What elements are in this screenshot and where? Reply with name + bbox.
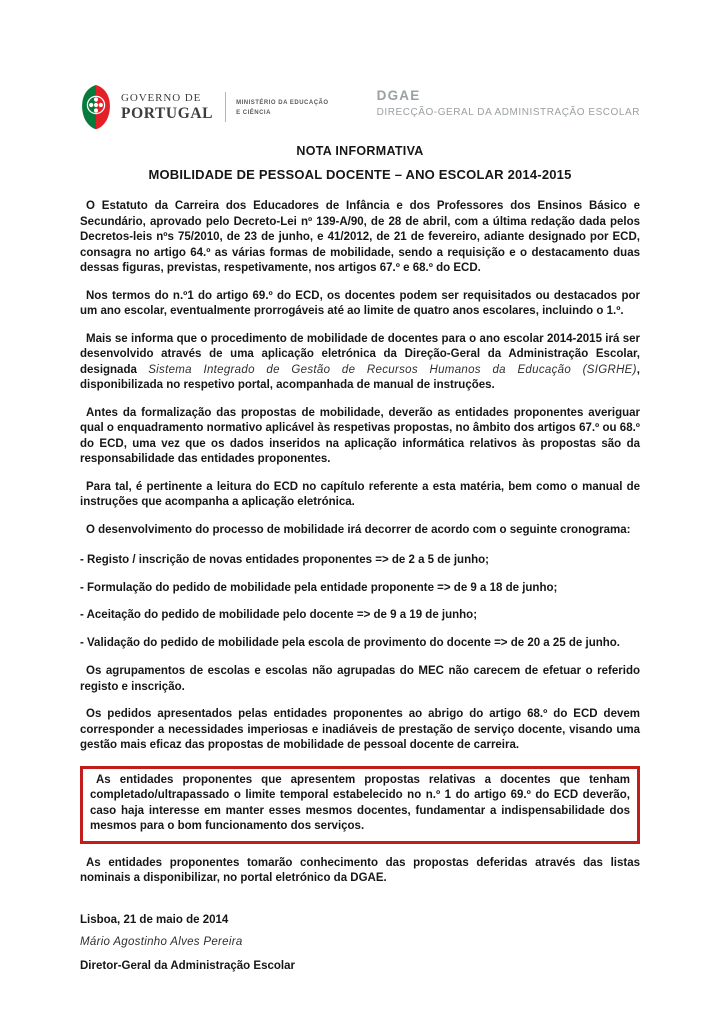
page-header	[80, 84, 640, 130]
ministry-line2: E CIÊNCIA	[236, 110, 271, 116]
paragraph-article-68-requests: Os pedidos apresentados pelas entidades proponentes ao abrigo do artigo 68.º do ECD devem corresponder a necessidades imperiosas e inadiáveis de prestação de serviço docente, visando uma gestão mais eficaz das propostas de mobilidade de pessoal docente de carreira.	[80, 708, 640, 751]
paragraph-ecd-statute: O Estatuto da Carreira dos Educadores de Infância e dos Professores dos Ensinos Básico e Secundário, aprovado pelo Decreto-Lei nº 139-A/90, de 28 de abril, com a última redação dada pelos Decretos-leis nºs 75/2010, de 23 de junho, e 41/2012, de 21 de fevereiro, adiante designado por ECD, consagra no artigo 64.º as várias formas de mobilidade, sendo a requisição e o destacamento duas dessas figuras, previstas, respetivamente, nos artigos 67.º e 68.º do ECD.	[80, 200, 640, 274]
schedule-item-request-formulation: - Formulação do pedido de mobilidade pela entidade proponente => de 9 a 18 de junho;	[80, 581, 558, 594]
paragraph-schedule-intro: O desenvolvimento do processo de mobilidade irá decorrer de acordo com o seguinte cronograma:	[86, 523, 631, 536]
government-wordmark	[121, 93, 213, 122]
paragraph-sigrhe-application	[80, 332, 640, 394]
document-subtitle: MOBILIDADE DE PESSOAL DOCENTE – ANO ESCOLAR 2014-2015	[148, 167, 572, 182]
paragraph-deferred-proposals-lists: As entidades proponentes tomarão conhecimento das propostas deferidas através das listas nominais a disponibilizar, no portal eletrónico da DGAE.	[80, 856, 640, 884]
government-logo-block	[80, 84, 329, 130]
highlighted-notice-box	[80, 766, 640, 844]
schedule-item-teacher-acceptance: - Aceitação do pedido de mobilidade pelo docente => de 9 a 19 de junho;	[80, 609, 478, 621]
paragraph-article-69-terms: Nos termos do n.º1 do artigo 69.º do ECD, os docentes podem ser requisitados ou destacados por um ano escolar, eventualmente prorrogáveis até ao limite de quatro anos escolares, incluindo o 1.º.	[80, 289, 640, 317]
wordmark-line2: PORTUGAL	[121, 104, 214, 122]
paragraph-highlighted-temporal-limit: As entidades proponentes que apresentem propostas relativas a docentes que tenham completado/ultrapassado o limite temporal estabelecido no n.º 1 do artigo 69.º do ECD deverão, caso haja interesse em manter esses mesmos docentes, fundamentar a indispensabilidade dos mesmos para o bom funcionamento dos serviços.	[90, 773, 630, 832]
wordmark-line1: GOVERNO DE	[121, 91, 202, 104]
paragraph-sigrhe-before: Mais se informa que o procedimento de mobilidade de docentes para o ano escolar 2014-2015 irá ser desenvolvido através de uma aplicação eletrónica da Direção-Geral da Administração Escolar, designada	[80, 332, 640, 376]
document-title: NOTA INFORMATIVA	[296, 144, 424, 158]
schedule-item-school-validation: - Validação do pedido de mobilidade pela escola de provimento do docente => de 20 a 25 de junho.	[80, 636, 620, 649]
sigrhe-system-name: Sistema Integrado de Gestão de Recursos Humanos da Educação (SIGRHE)	[148, 363, 637, 376]
document-body	[80, 199, 640, 974]
schedule-item-registration: - Registo / inscrição de novas entidades proponentes => de 2 a 5 de junho;	[80, 554, 489, 566]
agency-acronym: DGAE	[376, 88, 421, 103]
paragraph-mec-schools-exemption: Os agrupamentos de escolas e escolas não agrupadas do MEC não carecem de efetuar o referido registo e inscrição.	[80, 665, 640, 693]
signature-name: Mário Agostinho Alves Pereira	[80, 936, 243, 948]
signature-place-date: Lisboa, 21 de maio de 2014	[80, 913, 229, 926]
signature-role: Diretor-Geral da Administração Escolar	[80, 959, 295, 972]
agency-name: DIRECÇÃO-GERAL DA ADMINISTRAÇÃO ESCOLAR	[376, 107, 640, 118]
signature-block	[80, 913, 640, 975]
header-divider	[225, 92, 226, 122]
ministry-line1: MINISTÉRIO DA EDUCAÇÃO	[236, 99, 329, 106]
ministry-label	[236, 96, 328, 118]
paragraph-normative-framework: Antes da formalização das propostas de mobilidade, deverão as entidades proponentes averiguar qual o enquadramento normativo aplicável às respetivas propostas, no âmbito dos artigos 67.º ou 68.º do ECD, uma vez que os dados inseridos na aplicação informática relativos às propostas são da responsabilidade das entidades proponentes.	[80, 406, 640, 465]
paragraph-sigrhe-after: , disponibilizada no respetivo portal, acompanhada de manual de instruções.	[80, 363, 640, 391]
agency-block	[377, 84, 640, 118]
schedule-list	[80, 553, 640, 651]
paragraph-ecd-reading: Para tal, é pertinente a leitura do ECD no capítulo referente a esta matéria, bem como o manual de instruções que acompanha a aplicação eletrónica.	[80, 480, 640, 508]
portugal-government-emblem-icon	[80, 84, 112, 130]
